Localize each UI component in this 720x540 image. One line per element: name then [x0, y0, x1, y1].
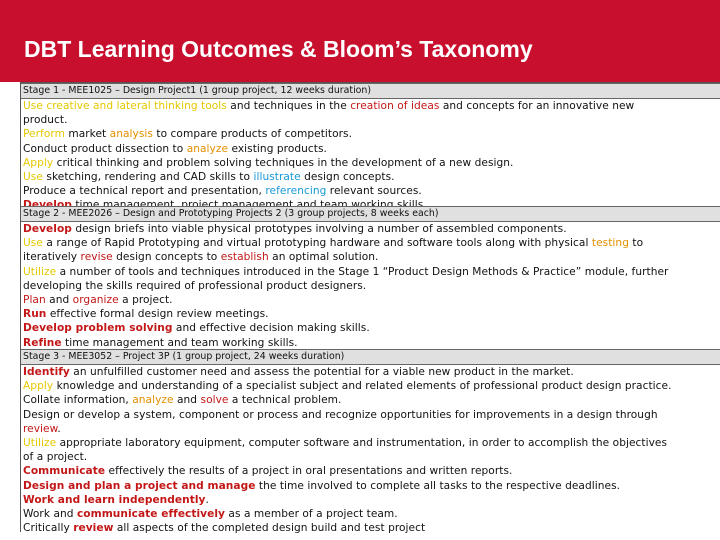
outcome-text: a range of Rapid Prototyping and virtual prototyping hardware and software tools along with physical [42, 237, 592, 250]
outcome-text: Critically [23, 522, 74, 535]
outcome-text: and [45, 293, 73, 306]
outcome-text: a project. [118, 293, 173, 306]
outcome-text: and techniques in the [226, 100, 351, 112]
outcome-text: Collate information, [23, 394, 133, 407]
slide-title: DBT Learning Outcomes & Bloom’s Taxonomy [24, 36, 533, 62]
bloom-verb-highlight: Develop [23, 223, 72, 235]
outcome-line [23, 250, 720, 264]
bloom-verb-highlight: Run [23, 308, 47, 321]
outcome-line [23, 307, 720, 321]
outcome-line [23, 113, 720, 127]
outcome-text: as a member of a project team. [225, 507, 398, 520]
bloom-verb-highlight: organize [72, 293, 119, 306]
outcome-line [23, 222, 720, 236]
outcome-line [23, 379, 720, 393]
stage-1-header: Stage 1 - MEE1025 – Design Project1 (1 group project, 12 weeks duration) [21, 83, 720, 99]
outcome-line [23, 464, 720, 478]
outcome-text: design concepts to [112, 251, 221, 264]
outcome-line [23, 321, 720, 335]
bloom-verb-highlight: Apply [23, 380, 54, 393]
outcome-text: knowledge and understanding of a specialist subject and related elements of professional product design practice. [53, 380, 672, 393]
bloom-verb-highlight: Use [23, 237, 43, 250]
bloom-verb-highlight: referencing [265, 185, 327, 198]
bloom-verb-highlight: illustrate [253, 170, 301, 183]
outcome-text: design concepts. [300, 170, 395, 183]
stage-2-body [21, 222, 720, 350]
outcome-text: product. [23, 114, 68, 127]
stage-1-body [21, 99, 720, 213]
outcome-line [23, 479, 720, 493]
outcome-text: Produce a technical report and presentation, [23, 185, 266, 198]
outcome-text: design briefs into viable physical prototypes involving a number of assembled components. [71, 223, 567, 235]
outcome-text: a number of tools and techniques introduced in the Stage 1 “Product Design Methods & Practice” module, further [56, 265, 669, 278]
outcome-text: market [64, 128, 110, 141]
bloom-verb-highlight: analyze [132, 394, 174, 407]
outcome-text: appropriate laboratory equipment, computer software and instrumentation, in order to accomplish the objectives [56, 436, 668, 449]
stage-3-body [21, 365, 720, 535]
outcome-text: . [205, 493, 209, 506]
bloom-verb-highlight: Develop problem solving [23, 322, 173, 335]
outcome-text: Work and [23, 507, 77, 520]
outcome-line [23, 507, 720, 521]
outcome-text: Design or develop a system, component or process and recognize opportunities for improvements in a design through [23, 408, 658, 421]
bloom-verb-highlight: review [23, 422, 58, 435]
outcome-text: of a project. [23, 451, 88, 464]
bloom-verb-highlight: Communicate [23, 465, 106, 478]
outcome-text: effectively the results of a project in oral presentations and written reports. [105, 465, 513, 478]
outcome-line [23, 493, 720, 507]
outcome-text: developing the skills required of professional product designers. [23, 279, 367, 292]
outcome-text: and [173, 394, 201, 407]
title-bar [0, 0, 720, 82]
outcome-text: an optimal solution. [268, 251, 379, 264]
outcome-text: all aspects of the completed design build and test project [113, 522, 426, 535]
outcome-line [23, 170, 720, 184]
outcome-text: critical thinking and problem solving techniques in the development of a new design. [53, 156, 514, 169]
bloom-verb-highlight: establish [220, 251, 269, 264]
bloom-verb-highlight: Utilize [23, 436, 57, 449]
bloom-verb-highlight: Utilize [23, 265, 57, 278]
outcome-line [23, 521, 720, 535]
outcome-line [23, 450, 720, 464]
outcome-text: to [628, 237, 644, 250]
bloom-verb-highlight: revise [80, 251, 113, 264]
stage-2-header: Stage 2 - MEE2026 – Design and Prototyping Projects 2 (3 group projects, 8 weeks each) [21, 206, 720, 222]
outcome-line [23, 293, 720, 307]
outcome-text: and concepts for an innovative new [439, 100, 635, 112]
bloom-verb-highlight: analysis [109, 128, 153, 141]
outcome-line [23, 365, 720, 379]
bloom-verb-highlight: Use [23, 170, 43, 183]
outcome-line [23, 336, 720, 350]
outcome-text: time management and team working skills. [61, 336, 298, 349]
bloom-verb-highlight: Identify [23, 366, 70, 378]
outcome-text: relevant sources. [326, 185, 422, 198]
bloom-verb-highlight: creation of ideas [350, 100, 440, 112]
outcome-line [23, 99, 720, 113]
bloom-verb-highlight: communicate effectively [76, 507, 226, 520]
outcome-line [23, 184, 720, 198]
outcome-line [23, 156, 720, 170]
outcome-text: . [57, 422, 61, 435]
outcome-text: existing products. [228, 142, 327, 155]
outcome-text: an unfulfilled customer need and assess the potential for a viable new product in the market. [69, 366, 574, 378]
outcome-text: sketching, rendering and CAD skills to [42, 170, 254, 183]
bloom-verb-highlight: analyze [186, 142, 229, 155]
bloom-verb-highlight: Plan [23, 293, 46, 306]
outcome-line [23, 142, 720, 156]
outcome-text: iteratively [23, 251, 81, 264]
bloom-verb-highlight: Perform [23, 128, 65, 141]
outcome-text: effective formal design review meetings. [46, 308, 269, 321]
bloom-verb-highlight: Work and learn independently [23, 493, 206, 506]
outcome-text: a technical problem. [228, 394, 342, 407]
bloom-verb-highlight: solve [200, 394, 229, 407]
outcome-line [23, 265, 720, 279]
bloom-verb-highlight: Apply [23, 156, 54, 169]
learning-outcomes-table [20, 82, 720, 535]
outcome-line [23, 422, 720, 436]
outcome-text: Conduct product dissection to [23, 142, 187, 155]
outcome-line [23, 127, 720, 141]
outcome-line [23, 393, 720, 407]
outcome-text: and effective decision making skills. [172, 322, 370, 335]
outcome-line [23, 436, 720, 450]
bloom-verb-highlight: Refine [23, 336, 62, 349]
stage-3-header: Stage 3 - MEE3052 – Project 3P (1 group project, 24 weeks duration) [21, 349, 720, 365]
outcome-text: the time involved to complete all tasks to the respective deadlines. [255, 479, 621, 492]
outcome-line [23, 236, 720, 250]
bloom-verb-highlight: Use creative and lateral thinking tools [23, 100, 227, 112]
outcome-line [23, 279, 720, 293]
outcome-line [23, 408, 720, 422]
bloom-verb-highlight: Design and plan a project and manage [23, 479, 256, 492]
bloom-verb-highlight: review [73, 522, 114, 535]
bloom-verb-highlight: testing [591, 237, 629, 250]
outcome-text: to compare products of competitors. [152, 128, 353, 141]
